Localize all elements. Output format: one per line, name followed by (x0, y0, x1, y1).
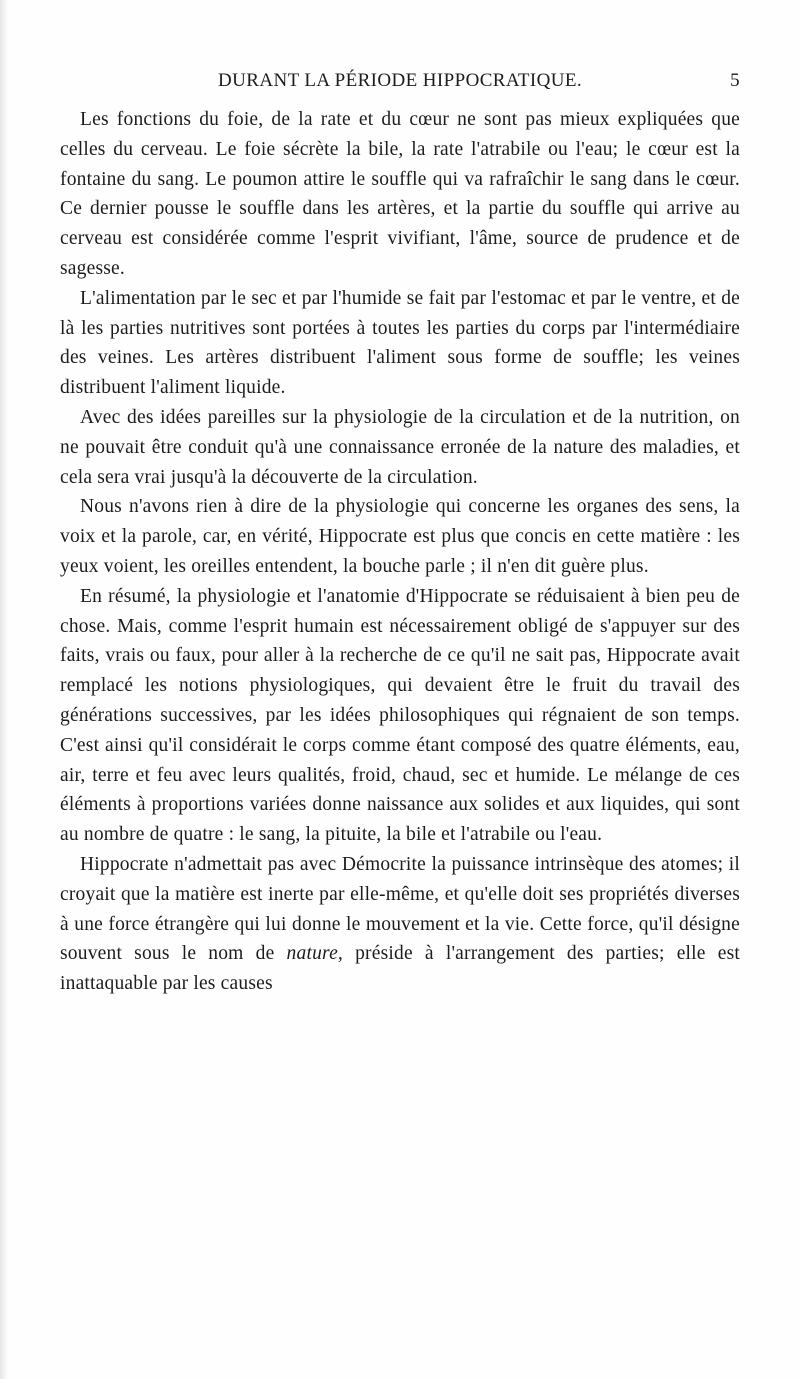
paragraph: Les fonctions du foie, de la rate et du cœur ne sont pas mieux expliquées que celles du cerveau. Le foie sécrète la bile, la rate l'atrabile ou l'eau; le cœur est la fontaine du sang. Le poumon attire le souffle qui va rafraîchir le sang dans le cœur. Ce dernier pousse le souffle dans les artères, et la partie du souffle qui arrive au cerveau est considérée comme l'esprit vivifiant, l'âme, source de prudence et de sagesse. (60, 109, 740, 279)
paragraph-text-before-emphasis: Hippocrate n'admettait pas avec Démocrite la puissance intrinsèque des atomes; il croyait que la matière est inerte par elle-même, et qu'elle doit ses propriétés diverses à une force étrangère qui lui donne le mouvement et la vie. Cette force, qu'il désigne souvent sous le nom de (60, 853, 740, 965)
paragraph: Avec des idées pareilles sur la physiologie de la circulation et de la nutrition, on ne pouvait être conduit qu'à une connaissance erronée de la nature des maladies, et cela sera vrai jusqu'à la découverte de la circulation. (60, 406, 740, 488)
running-title: DURANT LA PÉRIODE HIPPOCRATIQUE. (218, 70, 582, 91)
paragraph: Nous n'avons rien à dire de la physiologie qui concerne les organes des sens, la voix et la parole, car, en vérité, Hippocrate est plus que concis en cette matière : les yeux voient, les oreilles entendent, la bouche parle ; il n'en dit guère plus. (60, 496, 740, 577)
page-header (60, 70, 740, 96)
page-number: 5 (730, 70, 740, 91)
paragraph: L'alimentation par le sec et par l'humide se fait par l'estomac et par le ventre, et de là les parties nutritives sont portées à toutes les parties du corps par l'intermédiaire des veines. Les artères distribuent l'aliment sous forme de souffle; les veines distribuent l'aliment liquide. (60, 287, 740, 399)
paragraph: En résumé, la physiologie et l'anatomie d'Hippocrate se réduisaient à bien peu de chose. Mais, comme l'esprit humain est nécessairement obligé de s'appuyer sur des faits, vrais ou faux, pour aller à la recherche de ce qu'il ne sait pas, Hippocrate avait remplacé les notions physiologiques, qui devaient être le fruit du travail des générations successives, par les idées philosophiques qui régnaient de son temps. C'est ainsi qu'il considérait le corps comme étant composé des quatre éléments, eau, air, terre et feu avec leurs qualités, froid, chaud, sec et humide. Le mélange de ces éléments à proportions variées donne naissance aux solides et aux liquides, qui sont au nombre de quatre : le sang, la pituite, la bile et l'atrabile ou l'eau. (60, 585, 740, 846)
paragraph (60, 850, 740, 999)
emphasized-word: nature, (286, 943, 344, 965)
paragraph-text-after-emphasis: préside à l'arrangement des parties; elle est inattaquable par les causes (60, 943, 740, 995)
body-text (60, 105, 740, 999)
